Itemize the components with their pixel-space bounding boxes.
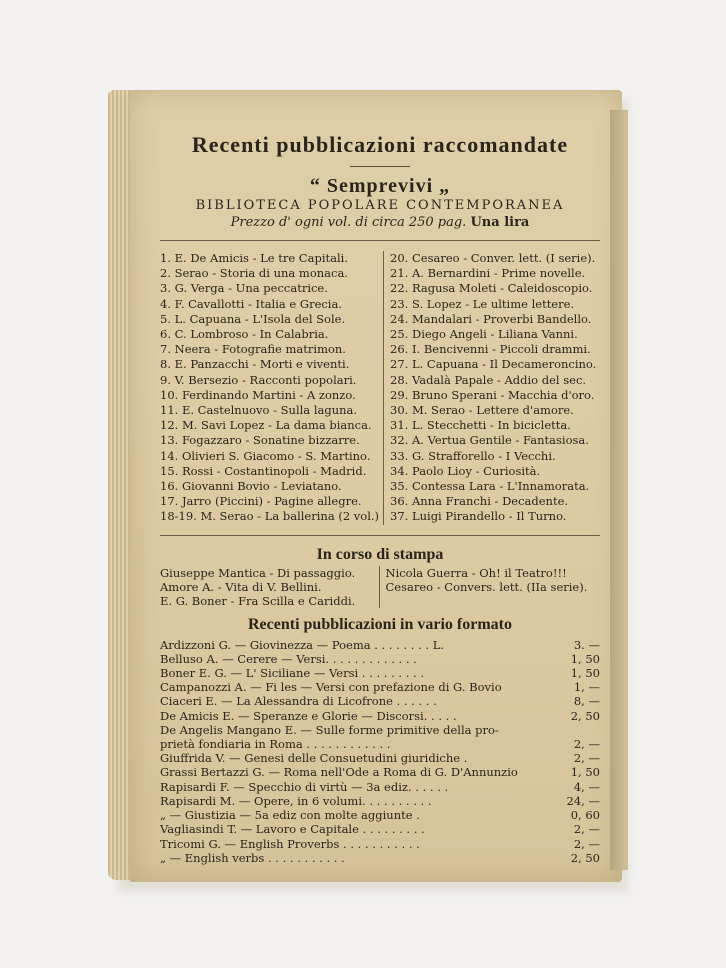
- row-title: Rapisardi M. — Opere, in 6 volumi. . . . . . . . . .: [160, 793, 432, 808]
- table-row: [160, 780, 600, 794]
- list-item: E. G. Boner - Fra Scilla e Cariddi.: [160, 593, 356, 608]
- list-item: 2. Serao - Storia di una monaca.: [160, 266, 348, 281]
- row-title: prietà fondiaria in Roma . . . . . . . . . . . .: [160, 737, 391, 752]
- list-item: 23. S. Lopez - Le ultime lettere.: [390, 296, 575, 311]
- row-price: 8, —: [573, 694, 600, 709]
- list-item: 8. E. Panzacchi - Morti e viventi.: [160, 357, 350, 372]
- table-row: [160, 709, 600, 723]
- title-rule: [350, 166, 410, 167]
- price-line: [160, 215, 600, 230]
- list-item: Giuseppe Mantica - Di passaggio.: [160, 565, 356, 580]
- cover-content: [160, 110, 600, 865]
- row-title: Rapisardi F. — Specchio di virtù — 3a ediz. . . . . .: [160, 779, 449, 794]
- list-item: Nicola Guerra - Oh! il Teatro!!!: [385, 565, 567, 580]
- vario-list: [160, 638, 600, 865]
- in-stampa-columns: [160, 566, 600, 608]
- list-item: 4. F. Cavallotti - Italia e Grecia.: [160, 296, 343, 311]
- cover-edge: [610, 110, 628, 870]
- table-row: [160, 737, 600, 751]
- in-stampa-left: [160, 566, 380, 608]
- row-title: Grassi Bertazzi G. — Roma nell'Ode a Roma di G. D'Annunzio: [160, 765, 518, 780]
- table-row: [160, 666, 600, 680]
- list-item: 5. L. Capuana - L'Isola del Sole.: [160, 311, 346, 326]
- book-back-cover: [130, 90, 622, 882]
- table-row: [160, 638, 600, 652]
- list-item: 28. Vadalà Papale - Addio del sec.: [390, 372, 587, 387]
- list-item: Cesareo - Convers. lett. (IIa serie).: [385, 579, 588, 594]
- catalog-left-column: [160, 251, 384, 525]
- row-title: „ — English verbs . . . . . . . . . . .: [160, 850, 345, 865]
- row-price: 1, 50: [570, 651, 600, 666]
- list-item: 9. V. Bersezio - Racconti popolari.: [160, 372, 357, 387]
- table-row: [160, 723, 600, 737]
- series-subtitle: BIBLIOTECA POPOLARE CONTEMPORANEA: [195, 198, 565, 213]
- table-row: [160, 652, 600, 666]
- row-title: Campanozzi A. — Fi les — Versi con prefazione di G. Bovio: [160, 680, 502, 695]
- list-item: 26. I. Bencivenni - Piccoli drammi.: [390, 342, 591, 357]
- row-price: 2, —: [573, 737, 600, 752]
- list-item: 1. E. De Amicis - Le tre Capitali.: [160, 251, 348, 265]
- list-item: 33. G. Strafforello - I Vecchi.: [390, 448, 556, 463]
- row-title: Tricomi G. — English Proverbs . . . . . . . . . . .: [160, 836, 420, 851]
- table-row: [160, 808, 600, 822]
- list-item: 37. Luigi Pirandello - Il Turno.: [390, 509, 567, 524]
- list-item: 20. Cesareo - Conver. lett. (I serie).: [390, 251, 596, 265]
- list-item: 36. Anna Franchi - Decadente.: [390, 494, 569, 509]
- list-item: 34. Paolo Lioy - Curiosità.: [390, 463, 541, 478]
- list-item: 6. C. Lombroso - In Calabria.: [160, 327, 329, 342]
- row-price: 4, —: [573, 779, 600, 794]
- catalog-columns: [160, 251, 600, 525]
- row-price: 0, 60: [570, 808, 600, 823]
- row-title: Belluso A. — Cerere — Versi. . . . . . . . . . . . .: [160, 651, 417, 666]
- row-price: 2, —: [573, 822, 600, 837]
- list-item: 16. Giovanni Bovio - Leviatano.: [160, 479, 342, 494]
- row-title: De Angelis Mangano E. — Sulle forme primitive della pro-: [160, 722, 499, 737]
- header-title: Recenti pubblicazioni raccomandate: [191, 132, 569, 157]
- price-text: Prezzo d' ogni vol. di circa 250 pag.: [230, 215, 467, 230]
- table-row: [160, 694, 600, 708]
- table-row: [160, 794, 600, 808]
- row-price: 1, 50: [570, 765, 600, 780]
- list-item: 15. Rossi - Costantinopoli - Madrid.: [160, 463, 367, 478]
- list-item: 12. M. Savi Lopez - La dama bianca.: [160, 418, 372, 433]
- row-price: 24, —: [566, 793, 600, 808]
- in-stampa-right: [380, 566, 601, 608]
- row-title: Ciaceri E. — La Alessandra di Licofrone . . . . . .: [160, 694, 437, 709]
- row-price: 1, 50: [570, 666, 600, 681]
- list-item: Amore A. - Vita di V. Bellini.: [160, 579, 322, 594]
- divider: [160, 240, 600, 241]
- row-price: 2, 50: [570, 708, 600, 723]
- list-item: 10. Ferdinando Martini - A zonzo.: [160, 387, 356, 402]
- table-row: [160, 851, 600, 865]
- row-price: 3. —: [573, 637, 600, 652]
- list-item: 24. Mandalari - Proverbi Bandello.: [390, 311, 592, 326]
- table-row: [160, 751, 600, 765]
- catalog-right-column: [384, 251, 600, 525]
- series-name: “ Semprevivi „: [309, 175, 451, 197]
- list-item: 13. Fogazzaro - Sonatine bizzarre.: [160, 433, 360, 448]
- in-stampa-title: In corso di stampa: [316, 545, 444, 563]
- list-item: 7. Neera - Fotografie matrimon.: [160, 342, 346, 357]
- list-item: 35. Contessa Lara - L'Innamorata.: [390, 479, 590, 494]
- row-price: 1, —: [573, 680, 600, 695]
- list-item: 11. E. Castelnuovo - Sulla laguna.: [160, 403, 358, 418]
- row-title: De Amicis E. — Speranze e Glorie — Discorsi. . . . .: [160, 708, 457, 723]
- list-item: 14. Olivieri S. Giacomo - S. Martino.: [160, 448, 371, 463]
- list-item: 30. M. Serao - Lettere d'amore.: [390, 403, 574, 418]
- list-item: 32. A. Vertua Gentile - Fantasiosa.: [390, 433, 589, 448]
- row-title: Ardizzoni G. — Giovinezza — Poema . . . . . . . . L.: [160, 637, 445, 652]
- table-row: [160, 765, 600, 779]
- row-title: „ — Giustizia — 5a ediz con molte aggiunte .: [160, 808, 420, 823]
- list-item: 3. G. Verga - Una peccatrice.: [160, 281, 328, 296]
- row-price: 2, —: [573, 836, 600, 851]
- row-price: 2, 50: [570, 850, 600, 865]
- table-row: [160, 837, 600, 851]
- row-price: [554, 723, 600, 737]
- row-title: Boner E. G. — L' Siciliane — Versi . . . . . . . . .: [160, 666, 424, 681]
- list-item: 22. Ragusa Moleti - Caleidoscopio.: [390, 281, 593, 296]
- list-item: 31. L. Stecchetti - In bicicletta.: [390, 418, 571, 433]
- list-item: 18-19. M. Serao - La ballerina (2 vol.): [160, 509, 380, 524]
- table-row: [160, 822, 600, 836]
- list-item: 17. Jarro (Piccini) - Pagine allegre.: [160, 494, 362, 509]
- price-value: Una lira: [470, 215, 530, 230]
- list-item: 27. L. Capuana - Il Decameroncino.: [390, 357, 597, 372]
- list-item: 21. A. Bernardini - Prime novelle.: [390, 266, 586, 281]
- table-row: [160, 680, 600, 694]
- list-item: 25. Diego Angeli - Liliana Vanni.: [390, 327, 578, 342]
- row-price: 2, —: [573, 751, 600, 766]
- row-title: Giuffrida V. — Genesi delle Consuetudini giuridiche .: [160, 751, 468, 766]
- row-title: Vagliasindi T. — Lavoro e Capitale . . . . . . . . .: [160, 822, 425, 837]
- list-item: 29. Bruno Sperani - Macchia d'oro.: [390, 387, 595, 402]
- divider: [160, 535, 600, 536]
- vario-title: Recenti pubblicazioni in vario formato: [248, 615, 512, 633]
